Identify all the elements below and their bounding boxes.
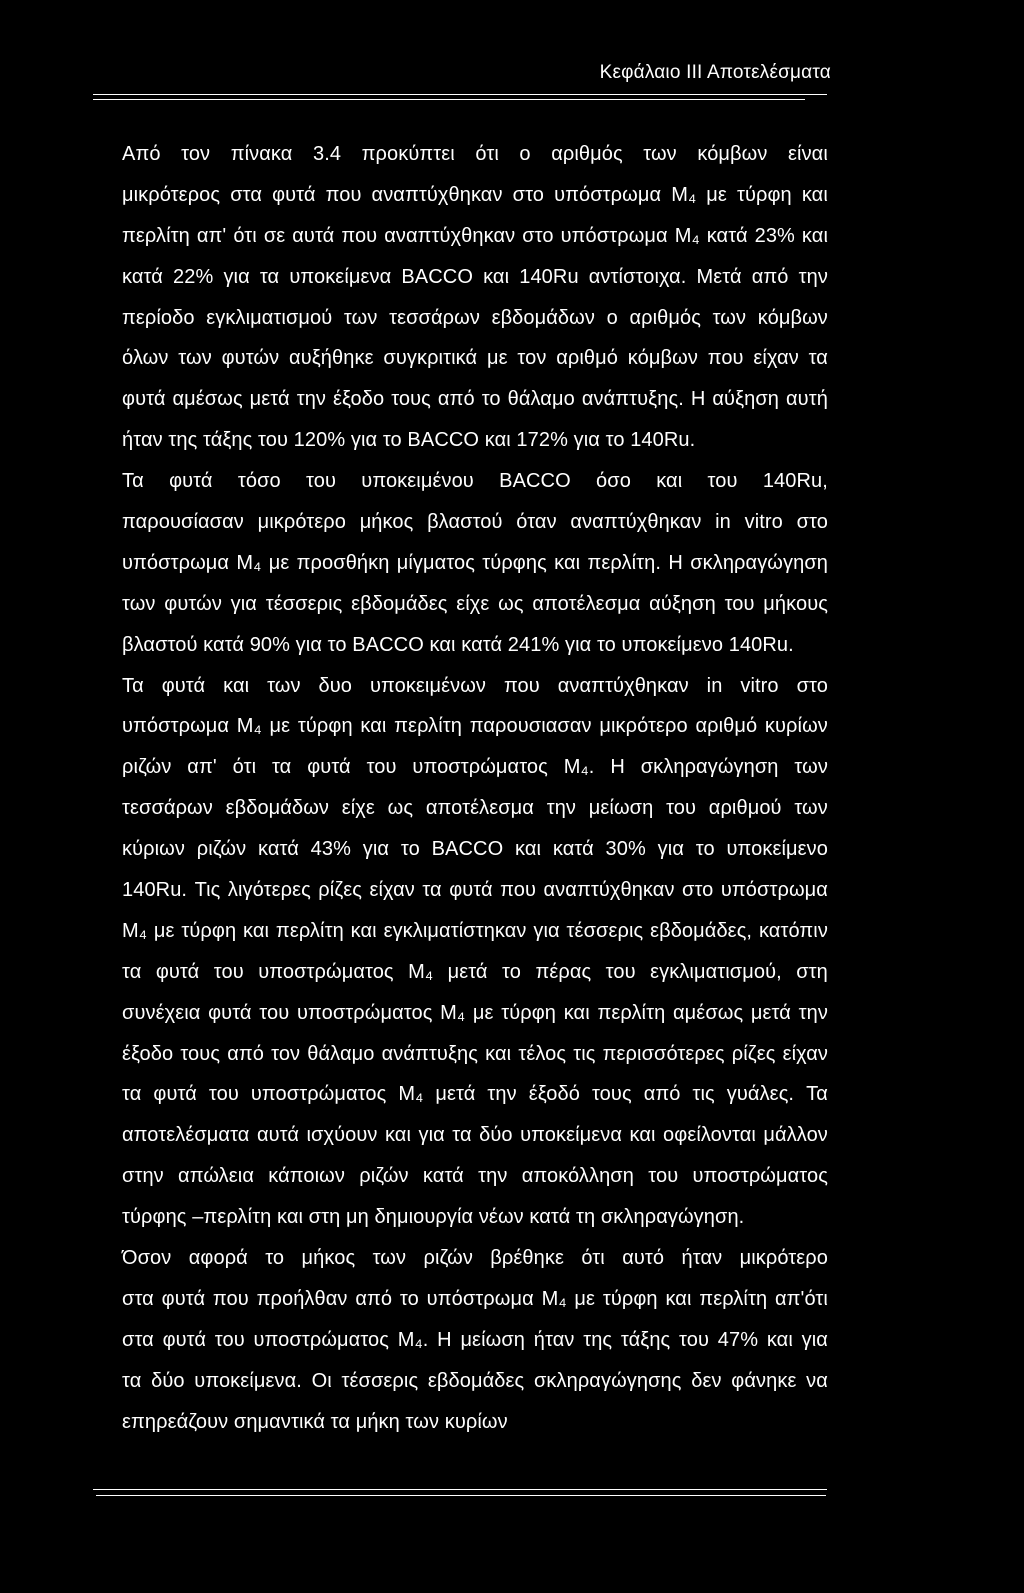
paragraph-line: στα φυτά που προήλθαν από το υπόστρωμα M₄ με τύρφη και περλίτη απ'ότι — [122, 1287, 828, 1310]
paragraph — [122, 461, 828, 665]
body-text — [122, 134, 828, 1443]
paragraph-line: στην απώλεια κάποιων ριζών κατά την αποκόλληση του υποστρώματος — [122, 1165, 828, 1188]
paragraph-line: υπόστρωμα M₄ με τύρφη και περλίτη παρουσιασαν μικρότερο αριθμό κυρίων — [122, 715, 828, 738]
paragraph-line: των φυτών για τέσσερις εβδομάδες είχε ως αποτέλεσμα αύξηση του μήκους — [122, 592, 828, 615]
paragraph-line: κύριων ριζών κατά 43% για το BACCO και κατά 30% για το υποκείμενο — [122, 838, 828, 861]
paragraph — [122, 1238, 828, 1442]
paragraph-line: κατά 22% για τα υποκείμενα BACCO και 140Ru αντίστοιχα. Μετά από την — [122, 265, 828, 288]
paragraph-line: περίοδο εγκλιματισμού των τεσσάρων εβδομάδων ο αριθμός των κόμβων — [122, 306, 828, 329]
paragraph-line: Από τον πίνακα 3.4 προκύπτει ότι ο αριθμός των κόμβων είναι — [122, 142, 828, 165]
paragraph-line: 140Ru. Τις λιγότερες ρίζες είχαν τα φυτά που αναπτύχθηκαν στο υπόστρωμα — [122, 878, 828, 901]
header-rule — [93, 94, 827, 95]
paragraph-line: επηρεάζουν σημαντικά τα μήκη των κυρίων — [122, 1410, 508, 1433]
paragraph-line: τα δύο υποκείμενα. Οι τέσσερις εβδομάδες σκληραγώγησης δεν φάνηκε να — [122, 1369, 828, 1392]
paragraph-line: Τα φυτά και των δυο υποκειμένων που αναπτύχθηκαν in vitro στο — [122, 674, 828, 697]
header-rule-secondary — [93, 99, 805, 100]
paragraph — [122, 134, 828, 461]
paragraph-line: τύρφης –περλίτη και στη μη δημιουργία νέων κατά τη σκληραγώγηση. — [122, 1206, 745, 1229]
paragraph-line: M₄ με τύρφη και περλίτη και εγκλιματίστηκαν για τέσσερις εβδομάδες, κατόπιν — [122, 919, 828, 942]
paragraph-line: Όσον αφορά το μήκος των ριζών βρέθηκε ότι αυτό ήταν μικρότερο — [122, 1246, 828, 1269]
paragraph-line: μικρότερος στα φυτά που αναπτύχθηκαν στο υπόστρωμα M₄ με τύρφη και — [122, 183, 828, 206]
paragraph-line: φυτά αμέσως μετά την έξοδο τους από το θάλαμο ανάπτυξης. Η αύξηση αυτή — [122, 388, 828, 411]
paragraph-line: ριζών απ' ότι τα φυτά του υποστρώματος M₄. Η σκληραγώγηση των — [122, 756, 828, 779]
paragraph-line: όλων των φυτών αυξήθηκε συγκριτικά με τον αριθμό κόμβων που είχαν τα — [122, 347, 828, 370]
chapter-header: Κεφάλαιο ΙΙΙ Αποτελέσματα — [599, 62, 831, 83]
paragraph-line: ήταν της τάξης του 120% για το BACCO και 172% για το 140Ru. — [122, 429, 696, 452]
paragraph-line: έξοδο τους από τον θάλαμο ανάπτυξης και τέλος τις περισσότερες ρίζες είχαν — [122, 1042, 828, 1065]
paragraph-line: Τα φυτά τόσο του υποκειμένου BACCO όσο και του 140Ru, — [122, 470, 828, 493]
footer-rule — [93, 1489, 827, 1490]
paragraph-line: βλαστού κατά 90% για το BACCO και κατά 241% για το υποκείμενο 140Ru. — [122, 633, 794, 656]
paragraph-line: υπόστρωμα M₄ με προσθήκη μίγματος τύρφης και περλίτη. Η σκληραγώγηση — [122, 551, 828, 574]
paragraph-line: συνέχεια φυτά του υποστρώματος M₄ με τύρφη και περλίτη αμέσως μετά την — [122, 1001, 828, 1024]
paragraph-line: στα φυτά του υποστρώματος M₄. Η μείωση ήταν της τάξης του 47% και για — [122, 1328, 828, 1351]
paragraph-line: παρουσίασαν μικρότερο μήκος βλαστού όταν αναπτύχθηκαν in vitro στο — [122, 510, 828, 533]
paragraph-line: τα φυτά του υποστρώματος M₄ μετά την έξοδό τους από τις γυάλες. Τα — [122, 1083, 828, 1106]
paragraph — [122, 666, 828, 1238]
footer-rule-secondary — [96, 1495, 826, 1496]
paragraph-line: τεσσάρων εβδομάδων είχε ως αποτέλεσμα την μείωση του αριθμού των — [122, 797, 828, 820]
paragraph-line: αποτελέσματα αυτά ισχύουν και για τα δύο υποκείμενα και οφείλονται μάλλον — [122, 1124, 828, 1147]
paragraph-line: τα φυτά του υποστρώματος M₄ μετά το πέρας του εγκλιματισμού, στη — [122, 960, 828, 983]
paragraph-line: περλίτη απ' ότι σε αυτά που αναπτύχθηκαν στο υπόστρωμα M₄ κατά 23% και — [122, 224, 828, 247]
